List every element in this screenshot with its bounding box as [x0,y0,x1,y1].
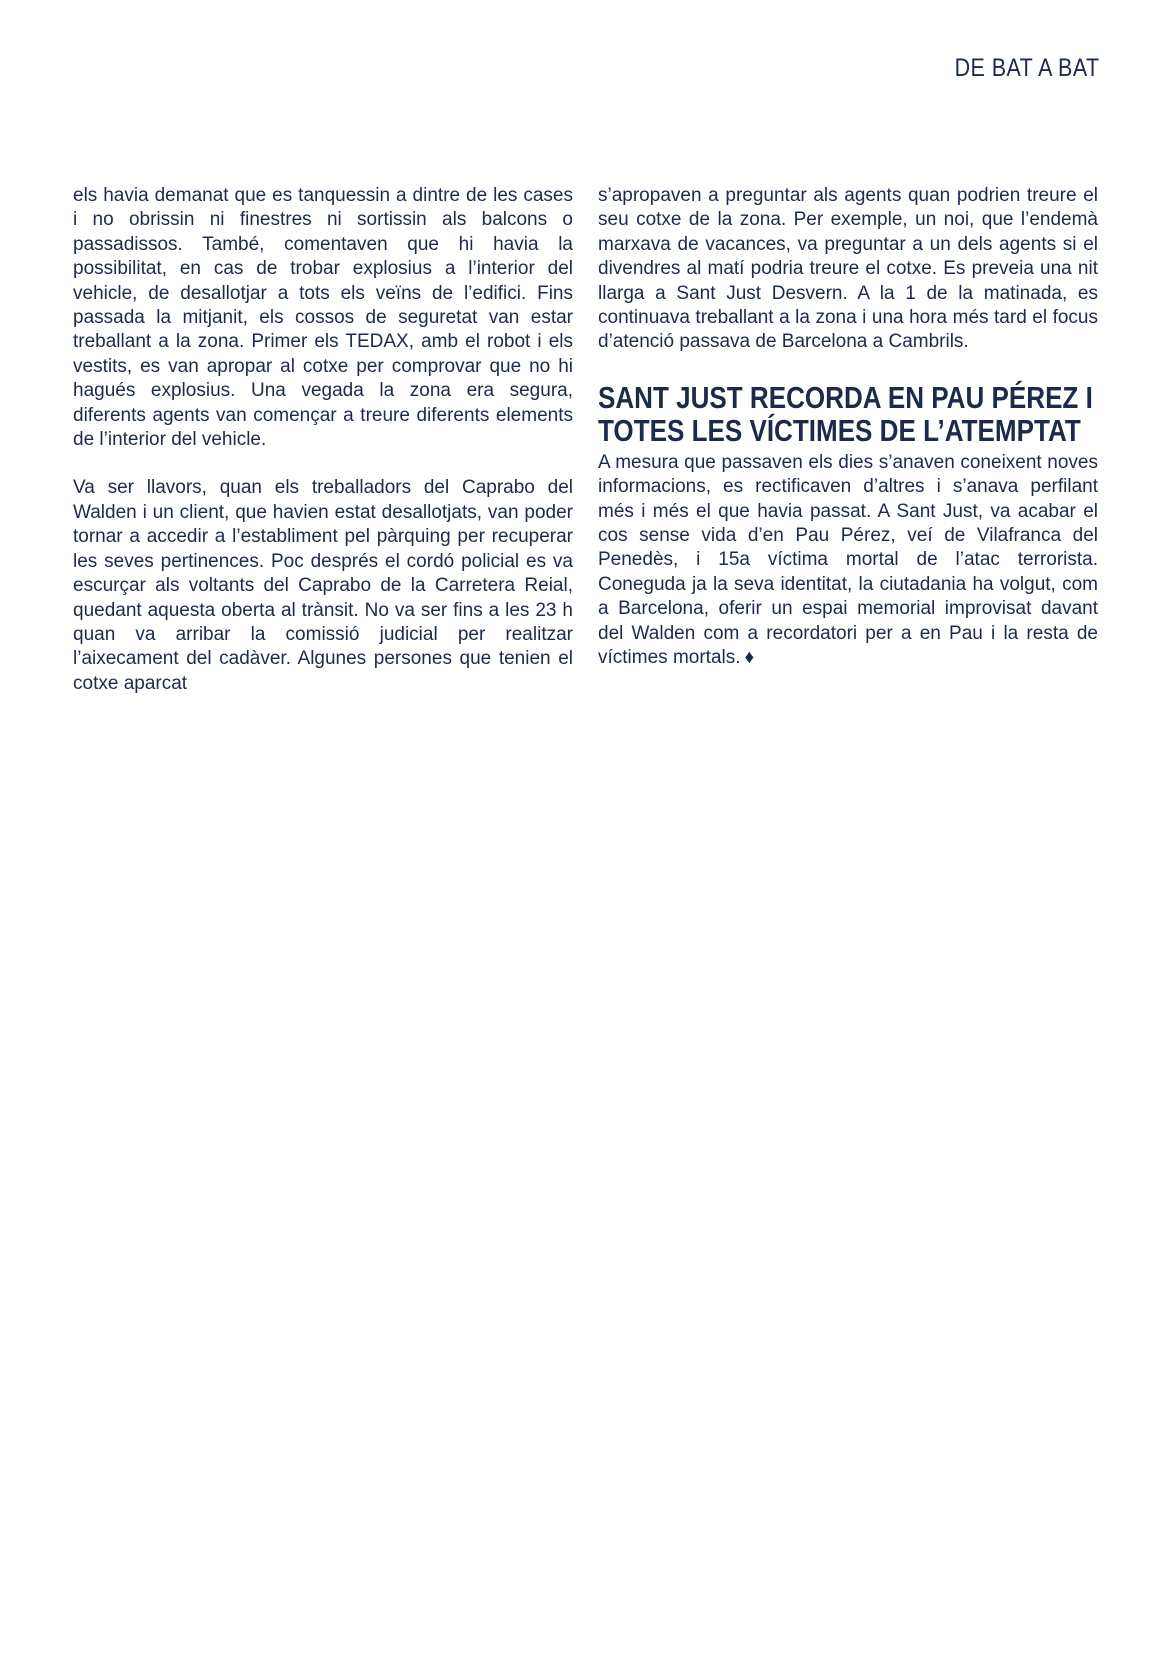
diamond-end-mark-icon: ♦ [744,647,755,669]
article-column-left [73,184,573,696]
section-label: DE BAT A BAT [955,54,1100,82]
body-paragraph-text: A mesura que passaven els dies s’anaven coneixent noves informacions, es rectificaven d’altres i s’anava perfilant més i més el que havia passat. A Sant Just, va acabar el cos sense vida d’en Pau Pérez, veí de Vilafranca del Penedès, i 15a víctima mortal de l’atac terrorista. Coneguda ja la seva identitat, la ciutadania ha volgut, com a Barcelona, oferir un espai memorial improvisat davant del Walden com a recordatori per a en Pau i la resta de víctimes mortals. [598,451,1098,669]
body-paragraph: Va ser llavors, quan els treballadors del Caprabo del Walden i un client, que havien estat desallotjats, van poder tornar a accedir a l’establiment pel pàrquing per recuperar les seves pertinences. Poc després el cordó policial es va escurçar als voltants del Caprabo de la Carretera Reial, quedant aquesta oberta al trànsit. No va ser fins a les 23 h quan va arribar la comissió judicial per realitzar l’aixecament del cadàver. Algunes persones que tenien el cotxe aparcat [73,477,573,694]
body-paragraph: els havia demanat que es tanquessin a dintre de les cases i no obrissin ni finestres ni sortissin als balcons o passadissos. També, comentaven que hi havia la possibilitat, en cas de trobar explosius a l’interior del vehicle, de desallotjar a tots els veïns de l’edifici. Fins passada la mitjanit, els cossos de seguretat van estar treballant a la zona. Primer els TEDAX, amb el robot i els vestits, es van apropar al cotxe per comprovar que no hi hagués explosius. Una vegada la zona era segura, diferents agents van començar a treure diferents elements de l’interior del vehicle. [73,185,573,451]
section-subheading: SANT JUST RECORDA EN PAU PÉREZ I TOTES LES VÍCTIMES DE L’ATEMPTAT [598,379,1093,448]
body-paragraph: s’apropaven a preguntar als agents quan podrien treure el seu cotxe de la zona. Per exemple, un noi, que l’endemà marxava de vacances, va preguntar a un dels agents si el divendres al matí podria treure el cotxe. Es preveia una nit llarga a Sant Just Desvern. A la 1 de la matinada, es continuava treballant a la zona i una hora més tard el focus d’atenció passava de Barcelona a Cambrils. [598,185,1098,353]
article-column-right [598,184,1098,671]
body-paragraph-final [598,451,1098,671]
